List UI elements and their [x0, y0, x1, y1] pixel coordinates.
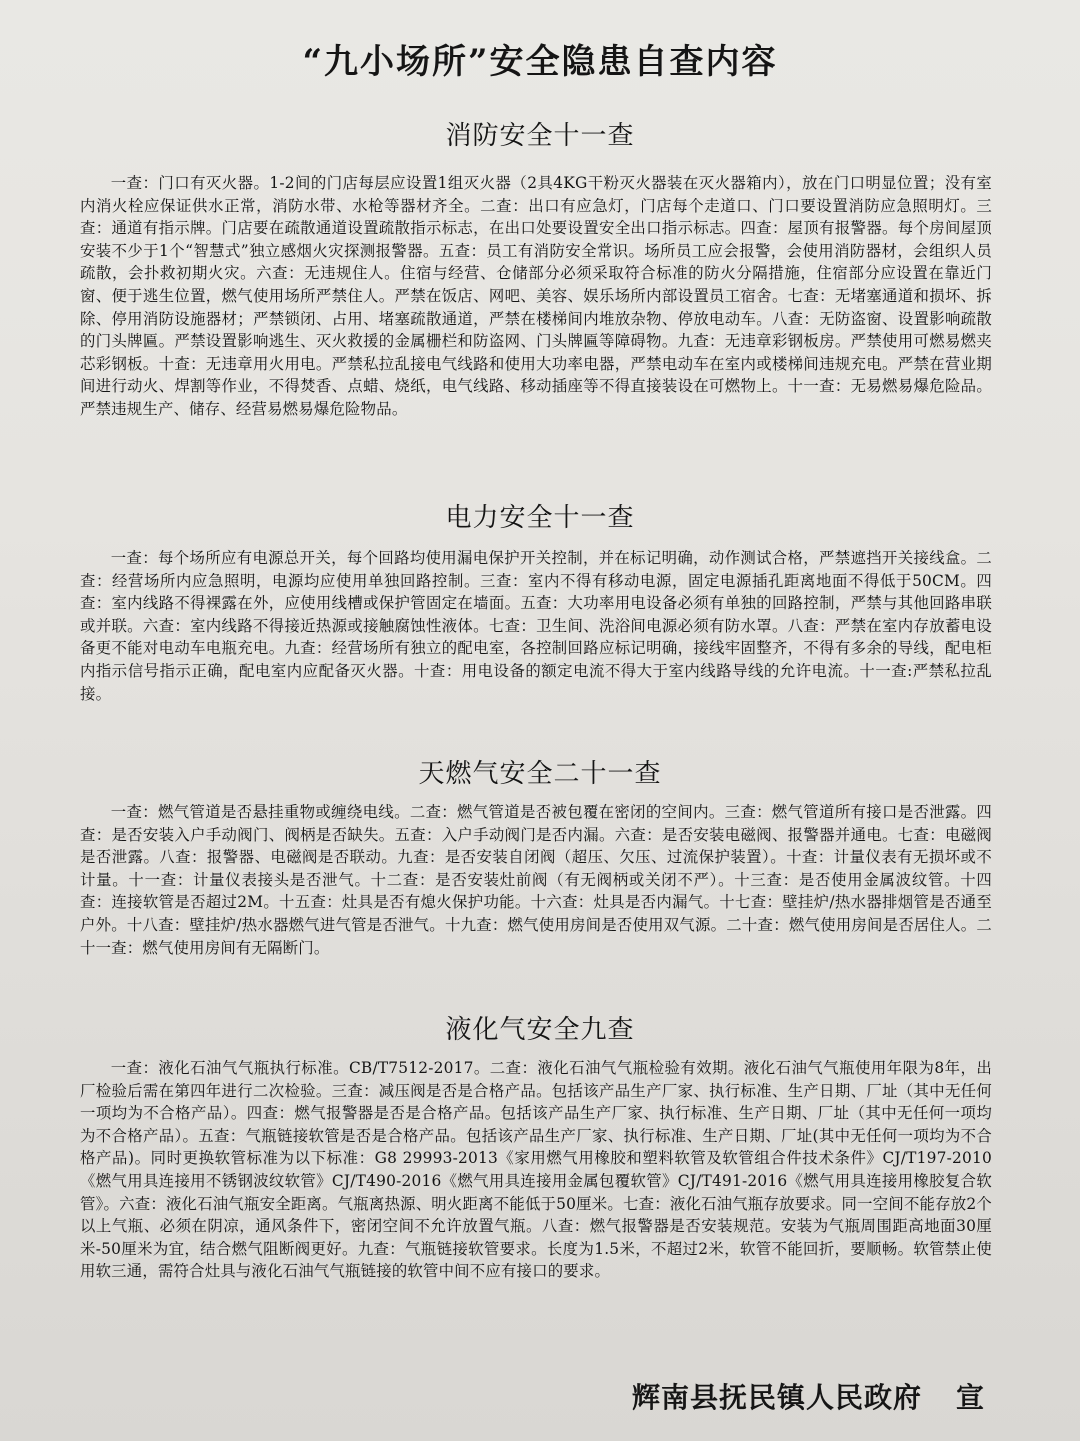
section-heading-lpg-safety: 液化气安全九查	[445, 1015, 635, 1045]
section-heading-electrical-safety: 电力安全十一查	[445, 503, 635, 533]
document-title: “九小场所”安全隐患自查内容	[302, 42, 778, 82]
issuer-signature	[632, 1378, 985, 1418]
section-heading-natural-gas-safety: 天燃气安全二十一查	[418, 759, 662, 789]
section-body-electrical-safety: 一查：每个场所应有电源总开关，每个回路均使用漏电保护开关控制，并在标记明确，动作测试合格，严禁遮挡开关接线盒。二查：经营场所内应急照明，电源均应使用单独回路控制。三查：室内不得有移动电源，固定电源插孔距离地面不得低于50CM。四查：室内线路不得裸露在外，应使用线槽或保护管固定在墙面。五查：大功率用电设备必须有单独的回路控制，严禁与其他回路串联或并联。六查：室内线路不得接近热源或接触腐蚀性液体。七查：卫生间、洗浴间电源必须有防水罩。八查：严禁在室内存放蓄电设备更不能对电动车电瓶充电。九查：经营场所有独立的配电室，各控制回路应标记明确，接线牢固整齐，不得有多余的导线，配电柜内指示信号指示正确，配电室内应配备灭火器。十查：用电设备的额定电流不得大于室内线路导线的允许电流。十一查:严禁私拉乱接。	[80, 549, 992, 703]
issuer-mark: 宣	[955, 1381, 985, 1414]
issuer-name: 辉南县抚民镇人民政府	[631, 1381, 922, 1414]
section-body-lpg-safety: 一查：液化石油气气瓶执行标准。CB/T7512-2017。二查：液化石油气气瓶检验有效期。液化石油气气瓶使用年限为8年，出厂检验后需在第四年进行二次检验。三查：减压阀是否是合格产品。包括该产品生产厂家、执行标准、生产日期、厂址（其中无任何一项均为不合格产品）。四查：燃气报警器是否是合格产品。包括该产品生产厂家、执行标准、生产日期、厂址（其中无任何一项均为不合格产品）。五查：气瓶链接软管是否是合格产品。包括该产品生产厂家、执行标准、生产日期、厂址(其中无任何一项均为不合格产品)。同时更换软管标准为以下标准：G8 29993-2013《家用燃气用橡胶和塑料软管及软管组合件技术条件》CJ/T197-2010《燃气用具连接用不锈钢波纹软管》CJ/T490-2016《燃气用具连接用金属包覆软管》CJ/T491-2016《燃气用具连接用橡胶复合软管》。六查：液化石油气瓶安全距离。气瓶离热源、明火距离不能低于50厘米。七查：液化石油气瓶存放要求。同一空间不能存放2个以上气瓶、必须在阴凉，通风条件下，密闭空间不允许放置气瓶。八查：燃气报警器是否安装规范。安装为气瓶周围距高地面30厘米-50厘米为宜，结合燃气阻断阀更好。九查：气瓶链接软管要求。长度为1.5米，不超过2米，软管不能回折，要顺畅。软管禁止使用软三通，需符合灶具与液化石油气气瓶链接的软管中间不应有接口的要求。	[80, 1059, 992, 1281]
section-body-fire-safety: 一查：门口有灭火器。1-2间的门店每层应设置1组灭火器（2具4KG干粉灭火器装在灭火器箱内），放在门口明显位置；没有室内消火栓应保证供水正常，消防水带、水枪等器材齐全。二查：出口有应急灯，门店每个走道口、门口要设置消防应急照明灯。三查：通道有指示牌。门店要在疏散通道设置疏散指示标志，在出口处要设置安全出口指示标志。四查：屋顶有报警器。每个房间屋顶安装不少于1个“智慧式”独立感烟火灾探测报警器。五查：员工有消防安全常识。场所员工应会报警，会使用消防器材，会组织人员疏散，会扑救初期火灾。六查：无违规住人。住宿与经营、仓储部分必须采取符合标准的防火分隔措施，住宿部分应设置在靠近门窗、便于逃生位置，燃气使用场所严禁住人。严禁在饭店、网吧、美容、娱乐场所内部设置员工宿舍。七查：无堵塞通道和损坏、拆除、停用消防设施器材；严禁锁闭、占用、堵塞疏散通道，严禁在楼梯间内堆放杂物、停放电动车。八查：无防盗窗、设置影响疏散的门头牌匾。严禁设置影响逃生、灭火救援的金属栅栏和防盗网、门头牌匾等障碍物。九查：无违章彩钢板房。严禁使用可燃易燃夹芯彩钢板。十查：无违章用火用电。严禁私拉乱接电气线路和使用大功率电器，严禁电动车在室内或楼梯间违规充电。严禁在营业期间进行动火、焊割等作业，不得焚香、点蜡、烧纸，电气线路、移动插座等不得直接装设在可燃物上。十一查：无易燃易爆危险品。严禁违规生产、储存、经营易燃易爆危险物品。	[80, 174, 992, 418]
section-body-natural-gas-safety: 一查：燃气管道是否悬挂重物或缠绕电线。二查：燃气管道是否被包覆在密闭的空间内。三查：燃气管道所有接口是否泄露。四查：是否安装入户手动阀门、阀柄是否缺失。五查：入户手动阀门是否内漏。六查：是否安装电磁阀、报警器并通电。七查：电磁阀是否泄露。八查：报警器、电磁阀是否联动。九查：是否安装自闭阀（超压、欠压、过流保护装置）。十查：计量仪表有无损坏或不计量。十一查：计量仪表接头是否泄气。十二查：是否安装灶前阀（有无阀柄或关闭不严）。十三查：是否使用金属波纹管。十四查：连接软管是否超过2M。十五查：灶具是否有熄火保护功能。十六查：灶具是否内漏气。十七查：壁挂炉/热水器排烟管是否通至户外。十八查：壁挂炉/热水器燃气进气管是否泄气。十九查：燃气使用房间是否使用双气源。二十查：燃气使用房间是否居住人。二十一查：燃气使用房间有无隔断门。	[80, 803, 992, 957]
section-heading-fire-safety: 消防安全十一查	[445, 121, 635, 151]
